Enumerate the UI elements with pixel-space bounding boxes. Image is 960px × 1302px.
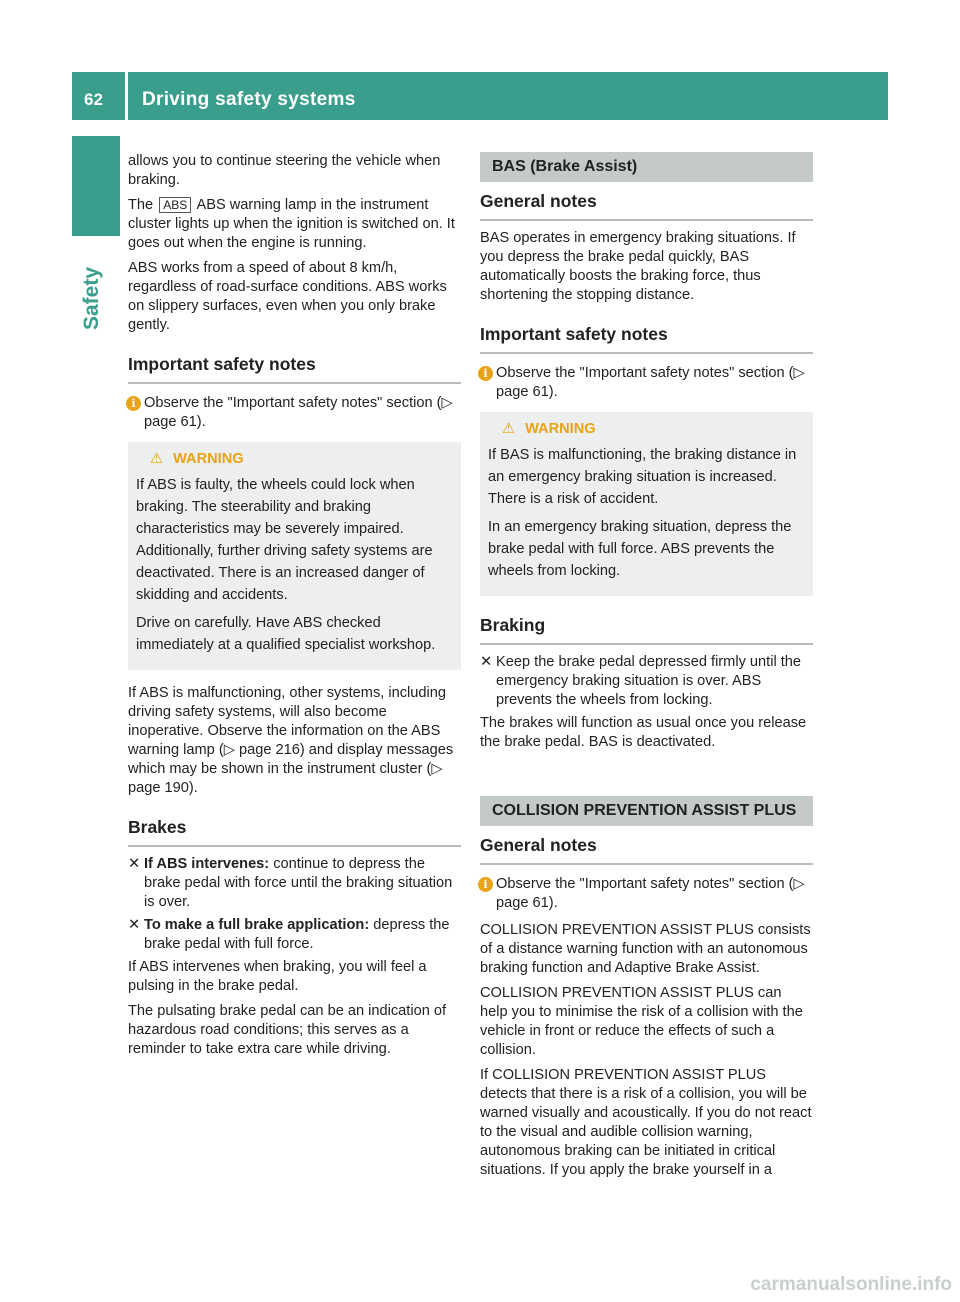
info-note — [480, 875, 813, 913]
step-marker-icon: ✕ — [128, 856, 141, 872]
warning-text: In an emergency braking situation, depress the brake pedal with full force. ABS prevents the wheels from locking. — [488, 519, 792, 579]
chapter-tab-block — [72, 136, 120, 236]
info-icon: i — [126, 396, 141, 411]
info-icon: i — [478, 877, 493, 892]
heading-important-safety-notes: Important safety notes — [480, 325, 813, 354]
instruction-step — [480, 653, 813, 710]
paragraph: COLLISION PREVENTION ASSIST PLUS consists of a distance warning function with an autonomous braking function and Adaptive Brake Assist. — [480, 922, 811, 976]
page-number: 62 — [84, 90, 103, 109]
heading-general-notes: General notes — [480, 836, 813, 865]
step-label: To make a full brake application: — [144, 917, 370, 933]
step-label: If ABS intervenes: — [144, 856, 270, 872]
paragraph: COLLISION PREVENTION ASSIST PLUS can help you to minimise the risk of a collision with the vehicle in front or reduce the effects of such a collision. — [480, 985, 803, 1058]
info-text: Observe the "Important safety notes" section (▷ page 61). — [496, 365, 805, 400]
heading-braking: Braking — [480, 616, 813, 645]
instruction-step — [128, 855, 461, 912]
left-column — [128, 152, 461, 1065]
warning-triangle-icon: ⚠ — [502, 421, 516, 437]
step-text: continue to depress the brake pedal with force until the braking situation is over. — [144, 856, 453, 910]
right-column — [480, 152, 813, 1186]
warning-triangle-icon: ⚠ — [150, 451, 164, 467]
paragraph: If ABS is malfunctioning, other systems, including driving safety systems, will also become inoperative. Observe the information on the ABS warning lamp (▷ page 216) and display messages which may be shown in the instrument cluster (▷ page 190). — [128, 685, 454, 796]
step-marker-icon: ✕ — [480, 654, 493, 670]
header-separator — [125, 72, 128, 120]
chapter-tab-label: Safety — [80, 266, 103, 330]
warning-label: WARNING — [525, 421, 596, 437]
section-title: Driving safety systems — [142, 89, 356, 110]
warning-text: If ABS is faulty, the wheels could lock when braking. The steerability and braking characteristics may be severely impaired. Additionally, further driving safety systems are deactivated. There is an increased danger of skidding and accidents. — [136, 477, 433, 603]
text-fragment: ABS warning lamp in the instrument cluster lights up when the ignition is switched on. It goes out when the engine is running. — [128, 197, 455, 251]
heading-general-notes: General notes — [480, 192, 813, 221]
info-text: Observe the "Important safety notes" section (▷ page 61). — [496, 876, 805, 911]
info-icon: i — [478, 366, 493, 381]
warning-box — [480, 412, 813, 596]
step-text: Keep the brake pedal depressed firmly until the emergency braking situation is over. ABS prevents the wheels from locking. — [496, 654, 802, 708]
abs-warning-lamp-icon: ABS — [159, 197, 191, 213]
warning-text: Drive on carefully. Have ABS checked immediately at a qualified specialist workshop. — [136, 615, 436, 653]
heading-brakes: Brakes — [128, 818, 461, 847]
warning-box — [128, 442, 461, 670]
info-text: Observe the "Important safety notes" section (▷ page 61). — [144, 395, 453, 430]
paragraph: If ABS intervenes when braking, you will feel a pulsing in the brake pedal. — [128, 959, 427, 994]
section-title-bas: BAS (Brake Assist) — [480, 152, 813, 182]
warning-header — [502, 418, 805, 440]
page-header — [72, 72, 888, 120]
step-marker-icon: ✕ — [128, 917, 141, 933]
paragraph: The brakes will function as usual once you release the brake pedal. BAS is deactivated. — [480, 715, 807, 750]
paragraph: ABS works from a speed of about 8 km/h, regardless of road-surface conditions. ABS works on slippery surfaces, even when you only brake gently. — [128, 260, 447, 333]
heading-important-safety-notes: Important safety notes — [128, 355, 461, 384]
warning-header — [150, 448, 453, 470]
step-text: depress the brake pedal with full force. — [144, 917, 450, 952]
paragraph: The pulsating brake pedal can be an indication of hazardous road conditions; this serves as a reminder to take extra care while driving. — [128, 1003, 447, 1057]
info-note — [480, 364, 813, 402]
paragraph: BAS operates in emergency braking situations. If you depress the brake pedal quickly, BAS automatically boosts the braking force, thus shortening the stopping distance. — [480, 230, 796, 303]
warning-label: WARNING — [173, 451, 244, 467]
paragraph: allows you to continue steering the vehicle when braking. — [128, 153, 441, 188]
warning-text: If BAS is malfunctioning, the braking distance in an emergency braking situation is increased. There is a risk of accident. — [488, 447, 797, 507]
instruction-step — [128, 916, 461, 954]
section-title-collision-prevention: COLLISION PREVENTION ASSIST PLUS — [480, 796, 813, 826]
text-fragment: The — [128, 197, 154, 213]
watermark: carmanualsonline.info — [750, 1274, 952, 1295]
paragraph — [128, 196, 461, 253]
paragraph: If COLLISION PREVENTION ASSIST PLUS detects that there is a risk of a collision, you will be warned visually and acoustically. If you do not react to the visual and audible collision warning, autonomous braking can be initiated in critical situations. If you apply the brake yourself in a — [480, 1067, 812, 1178]
info-note — [128, 394, 461, 432]
